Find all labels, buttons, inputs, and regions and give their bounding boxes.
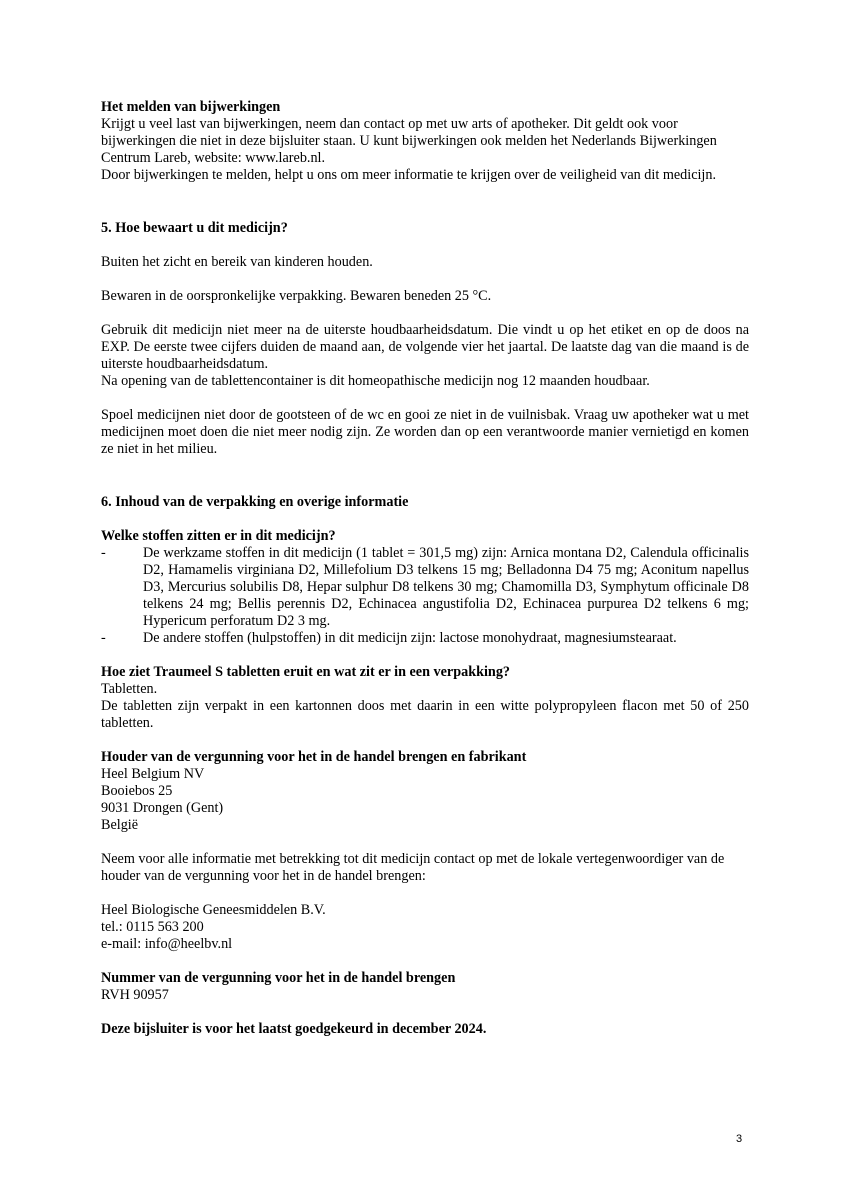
reporting-heading: Het melden van bijwerkingen bbox=[101, 99, 281, 115]
reporting-paragraph-2: Door bijwerkingen te melden, helpt u ons om meer informatie te krijgen over de veiligheid van dit medicijn. bbox=[101, 167, 717, 183]
holder-country: België bbox=[101, 817, 139, 833]
document-page bbox=[101, 99, 749, 1038]
after-opening-text: Na opening van de tablettencontainer is dit homeopathische medicijn nog 12 maanden houdbaar. bbox=[101, 373, 650, 389]
appearance-heading: Hoe ziet Traumeel S tabletten eruit en wat zit er in een verpakking? bbox=[101, 664, 511, 680]
active-substances-text: De werkzame stoffen in dit medicijn (1 tablet = 301,5 mg) zijn: Arnica montana D2, Calendula officinalis D2, Hamamelis virginiana D2, Millefolium D3 telkens 15 mg; Belladonna D4 75 mg; Aconitum napellus D3, Mercurius solubilis D8, Hepar sulphur D8 telkens 30 mg; Chamomilla D3, Symphytum officinale D8 telkens 24 mg; Bellis perennis D2, Echinacea angustifolia D2, Echinacea purpurea D2 telkens 6 mg; Hypericum perforatum D2 3 mg. bbox=[143, 545, 749, 629]
list-item bbox=[101, 545, 749, 630]
approval-date-text: Deze bijsluiter is voor het laatst goedgekeurd in december 2024. bbox=[101, 1021, 487, 1037]
disposal-text: Spoel medicijnen niet door de gootsteen of de wc en gooi ze niet in de vuilnisbak. Vraag uw apotheker wat u met medicijnen moet doen die niet meer nodig zijn. Ze worden dan op een verantwoorde manier vernietigd en komen ze niet in het milieu. bbox=[101, 407, 749, 457]
representative-phone: tel.: 0115 563 200 bbox=[101, 919, 204, 935]
list-item bbox=[101, 630, 749, 647]
representative-name: Heel Biologische Geneesmiddelen B.V. bbox=[101, 902, 326, 918]
contact-intro-text: Neem voor alle informatie met betrekking tot dit medicijn contact op met de lokale vertegenwoordiger van de houder van de vergunning voor het in de handel brengen: bbox=[101, 851, 725, 884]
section-5-heading: 5. Hoe bewaart u dit medicijn? bbox=[101, 220, 288, 236]
list-bullet: - bbox=[101, 630, 106, 646]
holder-city: 9031 Drongen (Gent) bbox=[101, 800, 224, 816]
expiry-text: Gebruik dit medicijn niet meer na de uiterste houdbaarheidsdatum. Die vindt u op het etiket en op de doos na EXP. De eerste twee cijfers duiden de maand aan, de volgende vier het jaartal. De laatste dag van die maand is de uiterste houdbaarheidsdatum. bbox=[101, 322, 749, 372]
packaging-text: De tabletten zijn verpakt in een kartonnen doos met daarin in een witte polypropyleen flacon met 50 of 250 tabletten. bbox=[101, 698, 749, 731]
license-number-value: RVH 90957 bbox=[101, 987, 169, 1003]
page-number: 3 bbox=[736, 1133, 743, 1145]
list-bullet: - bbox=[101, 545, 106, 561]
storage-children-text: Buiten het zicht en bereik van kinderen houden. bbox=[101, 254, 373, 270]
representative-email: e-mail: info@heelbv.nl bbox=[101, 936, 233, 952]
holder-street: Booiebos 25 bbox=[101, 783, 173, 799]
section-6-heading: 6. Inhoud van de verpakking en overige informatie bbox=[101, 494, 409, 510]
substances-list bbox=[101, 545, 749, 647]
substances-heading: Welke stoffen zitten er in dit medicijn? bbox=[101, 528, 336, 544]
appearance-form-text: Tabletten. bbox=[101, 681, 158, 697]
reporting-paragraph: Krijgt u veel last van bijwerkingen, neem dan contact op met uw arts of apotheker. Dit geldt ook voor bijwerkingen die niet in deze bijsluiter staan. U kunt bijwerkingen ook melden het Nederlands Bijwerkingen Centrum Lareb, website: www.lareb.nl. bbox=[101, 116, 717, 166]
excipients-text: De andere stoffen (hulpstoffen) in dit medicijn zijn: lactose monohydraat, magnesiumstearaat. bbox=[143, 630, 677, 646]
holder-heading: Houder van de vergunning voor het in de handel brengen en fabrikant bbox=[101, 749, 527, 765]
holder-name: Heel Belgium NV bbox=[101, 766, 205, 782]
license-number-heading: Nummer van de vergunning voor het in de handel brengen bbox=[101, 970, 456, 986]
storage-temperature-text: Bewaren in de oorspronkelijke verpakking. Bewaren beneden 25 °C. bbox=[101, 288, 492, 304]
